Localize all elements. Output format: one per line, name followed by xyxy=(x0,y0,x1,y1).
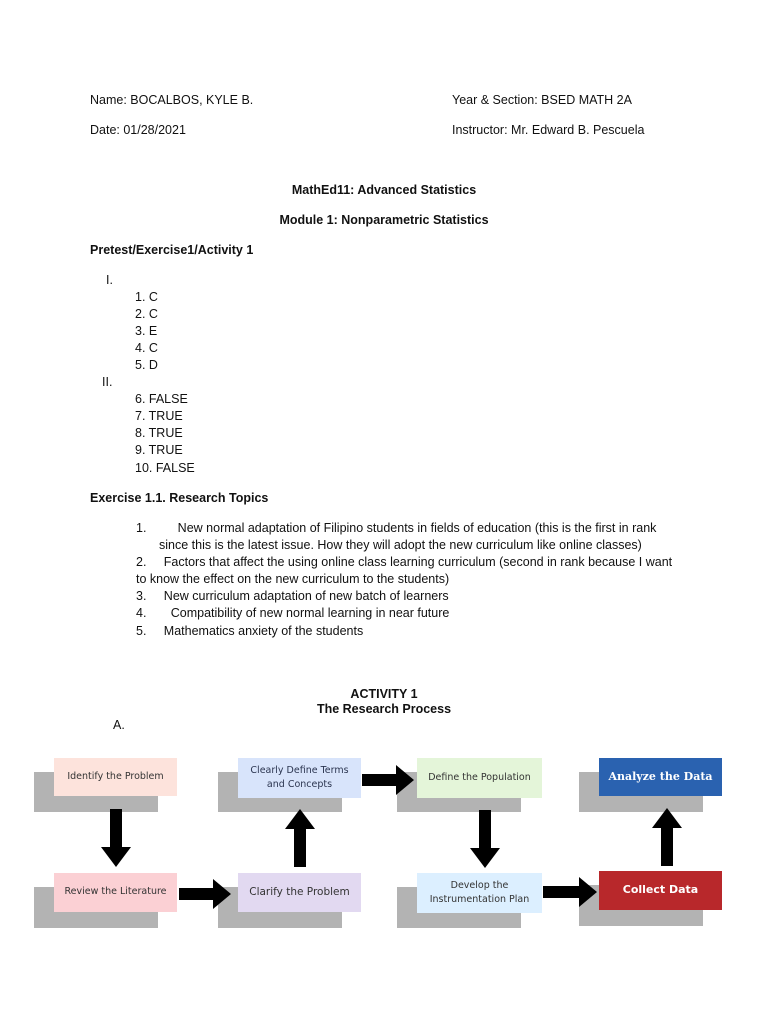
answer-item: 2. C xyxy=(135,307,158,321)
arrow-right-icon xyxy=(179,879,231,909)
topic-line: 5. Mathematics anxiety of the students xyxy=(136,624,364,638)
date: Date: 01/28/2021 xyxy=(90,123,186,137)
topic-line: 2. Factors that affect the using online class learning curriculum (second in rank because I want xyxy=(136,555,673,569)
exercise-heading: Exercise 1.1. Research Topics xyxy=(90,491,269,505)
answer-item: 6. FALSE xyxy=(135,392,188,406)
step-clarify-problem: Clarify the Problem xyxy=(238,873,361,912)
step-define-population: Define the Population xyxy=(417,758,542,798)
arrow-up-icon xyxy=(285,809,315,867)
step-collect-data: Collect Data xyxy=(599,871,722,910)
instructor: Instructor: Mr. Edward B. Pescuela xyxy=(452,123,645,137)
topic-line: 1. New normal adaptation of Filipino students in fields of education (this is the first in rank xyxy=(136,521,657,535)
step-analyze-data: Analyze the Data xyxy=(599,758,722,796)
arrow-right-icon xyxy=(543,877,597,907)
step-define-terms: Clearly Define Terms and Concepts xyxy=(238,758,361,798)
part-a-label: A. xyxy=(113,718,125,732)
topic-line: 4. Compatibility of new normal learning in near future xyxy=(136,606,450,620)
module-title: Module 1: Nonparametric Statistics xyxy=(279,213,489,227)
answer-item: 8. TRUE xyxy=(135,426,183,440)
arrow-down-icon xyxy=(470,810,500,868)
course-title: MathEd11: Advanced Statistics xyxy=(291,183,477,197)
part-one-label: I. xyxy=(106,273,113,287)
answer-item: 1. C xyxy=(135,290,158,304)
answer-item: 4. C xyxy=(135,341,158,355)
arrow-right-icon xyxy=(362,765,414,795)
answer-item: 10. FALSE xyxy=(135,461,195,475)
answer-item: 3. E xyxy=(135,324,158,338)
arrow-up-icon xyxy=(652,808,682,866)
step-identify-problem: Identify the Problem xyxy=(54,758,177,796)
topic-line: 3. New curriculum adaptation of new batch of learners xyxy=(136,589,449,603)
arrow-down-icon xyxy=(101,809,131,867)
topic-line: since this is the latest issue. How they will adopt the new curriculum like online classes) xyxy=(159,538,642,552)
answer-item: 5. D xyxy=(135,358,158,372)
part-two-label: II. xyxy=(102,375,113,389)
activity-subtitle: The Research Process xyxy=(316,702,452,716)
step-review-literature: Review the Literature xyxy=(54,873,177,912)
activity-title: ACTIVITY 1 xyxy=(350,687,418,701)
topic-line: to know the effect on the new curriculum to the students) xyxy=(136,572,450,586)
answer-item: 9. TRUE xyxy=(135,443,183,457)
student-name: Name: BOCALBOS, KYLE B. xyxy=(90,93,254,107)
answer-item: 7. TRUE xyxy=(135,409,183,423)
year-section: Year & Section: BSED MATH 2A xyxy=(452,93,632,107)
pretest-heading: Pretest/Exercise1/Activity 1 xyxy=(90,243,254,257)
step-develop-plan: Develop the Instrumentation Plan xyxy=(417,873,542,913)
